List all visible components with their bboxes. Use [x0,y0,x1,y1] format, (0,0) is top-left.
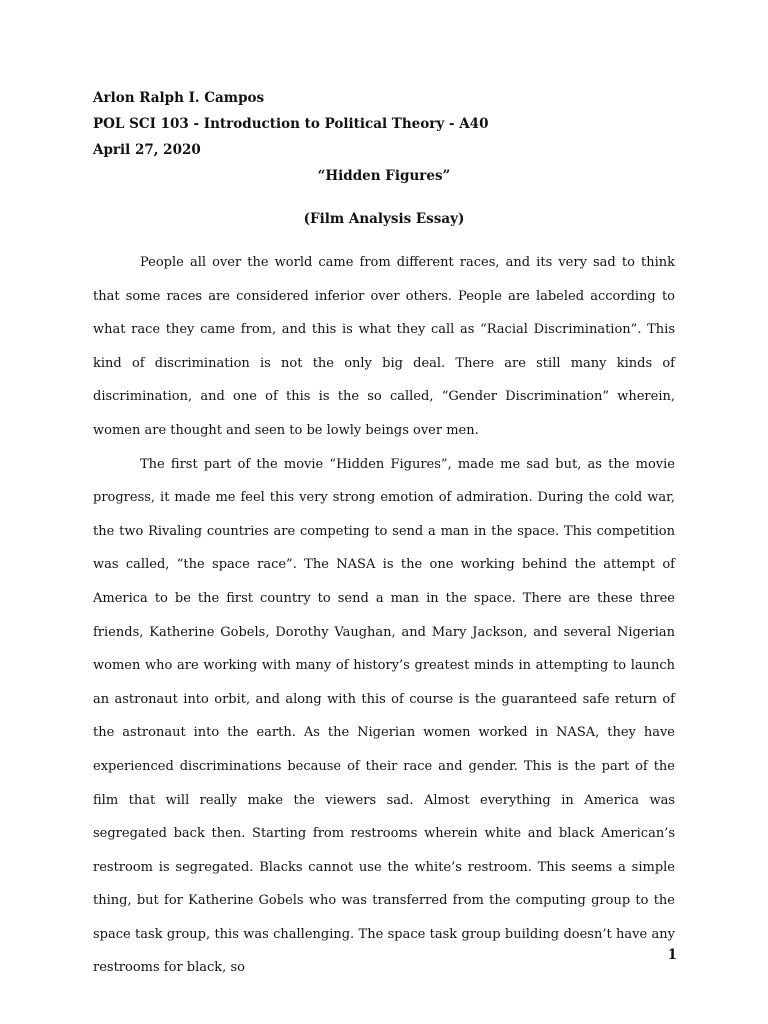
essay-subtitle: (Film Analysis Essay) [303,211,465,227]
course-title: POL SCI 103 - Introduction to Political Theory - A40 [93,116,489,132]
essay-title: “Hidden Figures” [317,168,451,184]
paragraph-1: People all over the world came from different races, and its very sad to think that some races are considered inferior over others. People are labeled according to what race they came from, and this is what they call as “Racial Discrimination”. This kind of discrimination is not the only big deal. There are still many kinds of discrimination, and one of this is the so called, “Gender Discrimination” wherein, women are thought and seen to be lowly beings over men. [93,255,675,438]
page-number: 1 [667,947,677,963]
author-name: Arlon Ralph I. Campos [93,90,265,106]
essay-date: April 27, 2020 [93,142,201,158]
paragraph-2: The first part of the movie “Hidden Figures”, made me sad but, as the movie progress, it made me feel this very strong emotion of admiration. During the cold war, the two Rivaling countries are competing to send a man in the space. This competition was called, “the space race”. The NASA is the one working behind the attempt of America to be the first country to send a man in the space. There are these three friends, Katherine Gobels, Dorothy Vaughan, and Mary Jackson, and several Nigerian women who are working with many of history’s greatest minds in attempting to launch an astronaut into orbit, and along with this of course is the guaranteed safe return of the astronaut into the earth. As the Nigerian women worked in NASA, they have experienced discriminations because of their race and gender. This is the part of the film that will really make the viewers sad. Almost everything in America was segregated back then. Starting from restrooms wherein white and black American’s restroom is segregated. Blacks cannot use the white’s restroom. This seems a simple thing, but for Katherine Gobels who was transferred from the computing group to the space task group, this was challenging. The space task group building doesn’t have any restrooms for black, so [93,456,675,976]
essay-body [93,246,675,985]
